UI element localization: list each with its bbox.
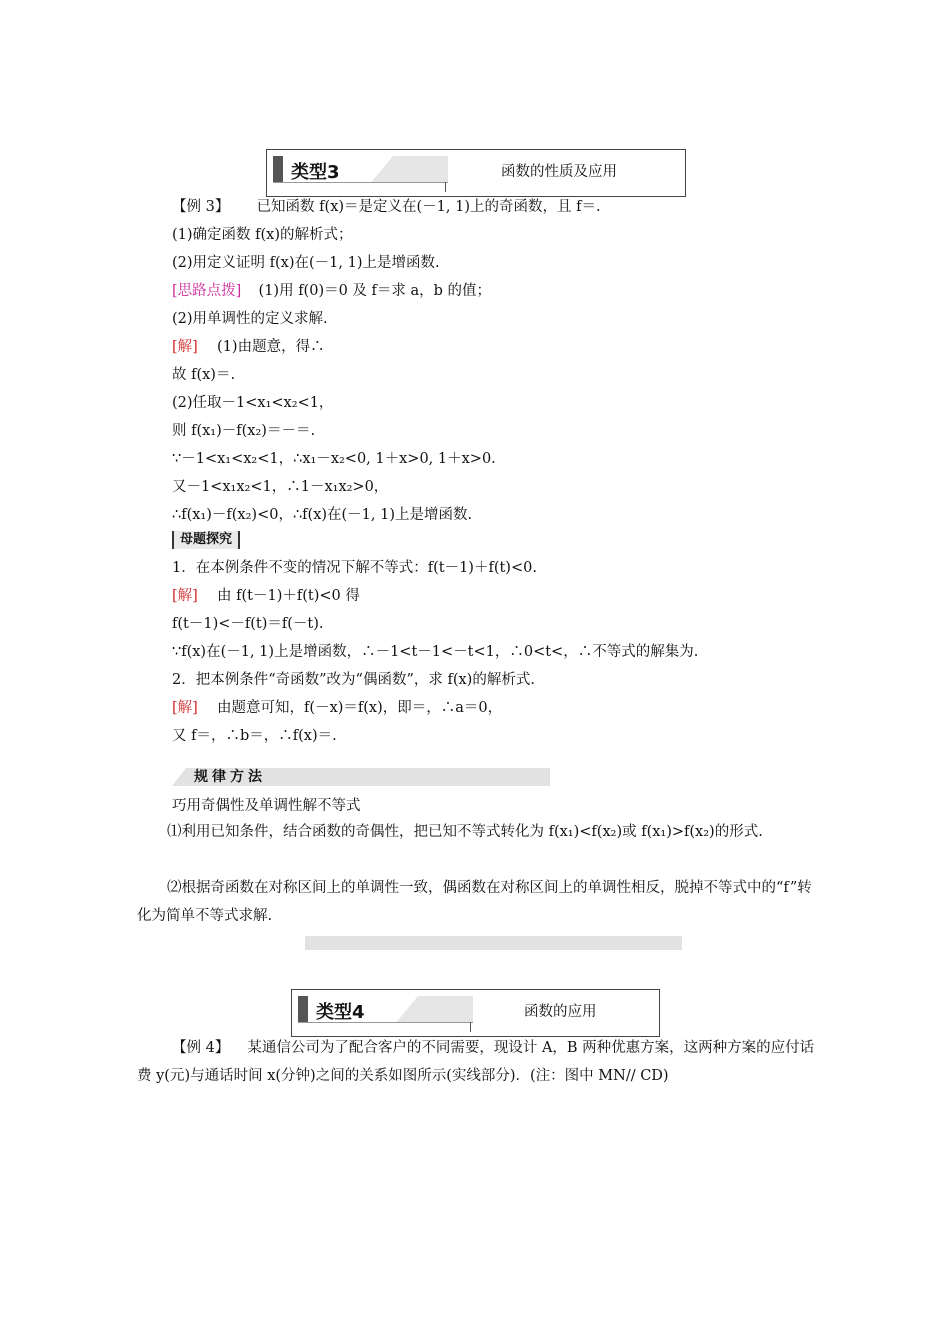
section-4-tab bbox=[298, 996, 473, 1023]
section-4-banner bbox=[291, 989, 660, 1037]
hint-text-1: (1)用 f(0)＝0 及 f＝求 a，b 的值； bbox=[258, 283, 492, 299]
example-3-text: 已知函数 f(x)＝是定义在(－1, 1)上的奇函数，且 f＝. bbox=[256, 199, 601, 215]
tab-shade-mark bbox=[298, 996, 308, 1022]
section-3-tab bbox=[273, 156, 448, 183]
section-4-title: 函数的应用 bbox=[524, 1004, 597, 1020]
solution-label: [解] bbox=[172, 339, 198, 355]
solution-text-1: (1)由题意，得∴ bbox=[217, 339, 325, 355]
tab-shade-mark bbox=[273, 156, 283, 182]
explore-solution-1-line-1 bbox=[172, 586, 360, 606]
solution-line-3: (2)任取－1<x₁<x₂<1， bbox=[172, 395, 334, 411]
section-4-tab-label: 类型4 bbox=[316, 1002, 365, 1023]
example-4-text: 某通信公司为了配合客户的不同需要，现设计 A，B 两种优惠方案，这两种方案的应付话费 y(元)与通话时间 x(分钟)之间的关系如图所示(实线部分)．(注：图中 MN// CD) bbox=[137, 1040, 815, 1084]
section-divider-bar bbox=[305, 936, 682, 950]
section-3-title: 函数的性质及应用 bbox=[501, 164, 617, 180]
explore-solution-1-label: [解] bbox=[172, 588, 198, 604]
explore-solution-2-label: [解] bbox=[172, 700, 198, 716]
section-3-banner bbox=[266, 149, 686, 197]
hint-line-1 bbox=[172, 281, 491, 301]
explore-solution-1-line-3: ∵f(x)在(－1, 1)上是增函数，∴－1<t－1<－t<1，∴0<t<，∴不等式的解集为. bbox=[172, 644, 699, 660]
explore-problem-1: 1．在本例条件不变的情况下解不等式：f(t－1)＋f(t)<0. bbox=[172, 560, 537, 576]
method-item-2: ⑵根据奇函数在对称区间上的单调性一致，偶函数在对称区间上的单调性相反，脱掉不等式中的“f”转化为简单不等式求解. bbox=[137, 880, 812, 924]
explore-solution-2-text: 由题意可知，f(－x)＝f(x)，即＝，∴a＝0， bbox=[217, 700, 503, 716]
example-4-label: 【例 4】 bbox=[172, 1040, 230, 1056]
solution-line-1 bbox=[172, 337, 325, 357]
hint-label: [思路点拨] bbox=[172, 283, 242, 299]
example-3-question-1: (1)确定函数 f(x)的解析式； bbox=[172, 227, 353, 243]
method-title: 巧用奇偶性及单调性解不等式 bbox=[172, 798, 361, 814]
explore-solution-2-line-2: 又 f＝，∴b＝，∴f(x)＝. bbox=[172, 728, 337, 744]
solution-line-7: ∴f(x₁)－f(x₂)<0，∴f(x)在(－1, 1)上是增函数. bbox=[172, 507, 473, 523]
tab-divider bbox=[470, 1022, 471, 1032]
solution-line-6: 又－1<x₁x₂<1，∴1－x₁x₂>0， bbox=[172, 479, 389, 495]
method-item-1: ⑴利用已知条件，结合函数的奇偶性，把已知不等式转化为 f(x₁)<f(x₂)或 f(x₁)>f(x₂)的形式. bbox=[167, 824, 763, 840]
method-heading-bar bbox=[172, 768, 550, 786]
example-3-question-2: (2)用定义证明 f(x)在(－1, 1)上是增函数. bbox=[172, 255, 440, 271]
solution-line-2: 故 f(x)＝. bbox=[172, 367, 236, 383]
hint-line-2: (2)用单调性的定义求解. bbox=[172, 311, 328, 327]
explore-problem-2: 2．把本例条件“奇函数”改为“偶函数”，求 f(x)的解析式. bbox=[172, 672, 535, 688]
solution-line-5: ∵－1<x₁<x₂<1，∴x₁－x₂<0, 1＋x>0, 1＋x>0. bbox=[172, 451, 496, 467]
example-3-statement bbox=[172, 197, 601, 217]
method-bar-notch bbox=[172, 768, 186, 786]
section-3-tab-label: 类型3 bbox=[291, 162, 340, 183]
explore-solution-1-line-2: f(t－1)<－f(t)＝f(－t). bbox=[172, 616, 324, 632]
explore-solution-1-text: 由 f(t－1)＋f(t)<0 得 bbox=[217, 588, 360, 604]
solution-line-4: 则 f(x₁)－f(x₂)＝－＝. bbox=[172, 423, 316, 439]
tab-divider bbox=[445, 182, 446, 192]
example-3-label: 【例 3】 bbox=[172, 199, 230, 215]
method-heading-label: 规律方法 bbox=[194, 769, 266, 785]
example-4-paragraph bbox=[137, 1034, 815, 1090]
explore-badge: 母题探究 bbox=[172, 531, 240, 549]
explore-solution-2-line-1 bbox=[172, 698, 502, 718]
